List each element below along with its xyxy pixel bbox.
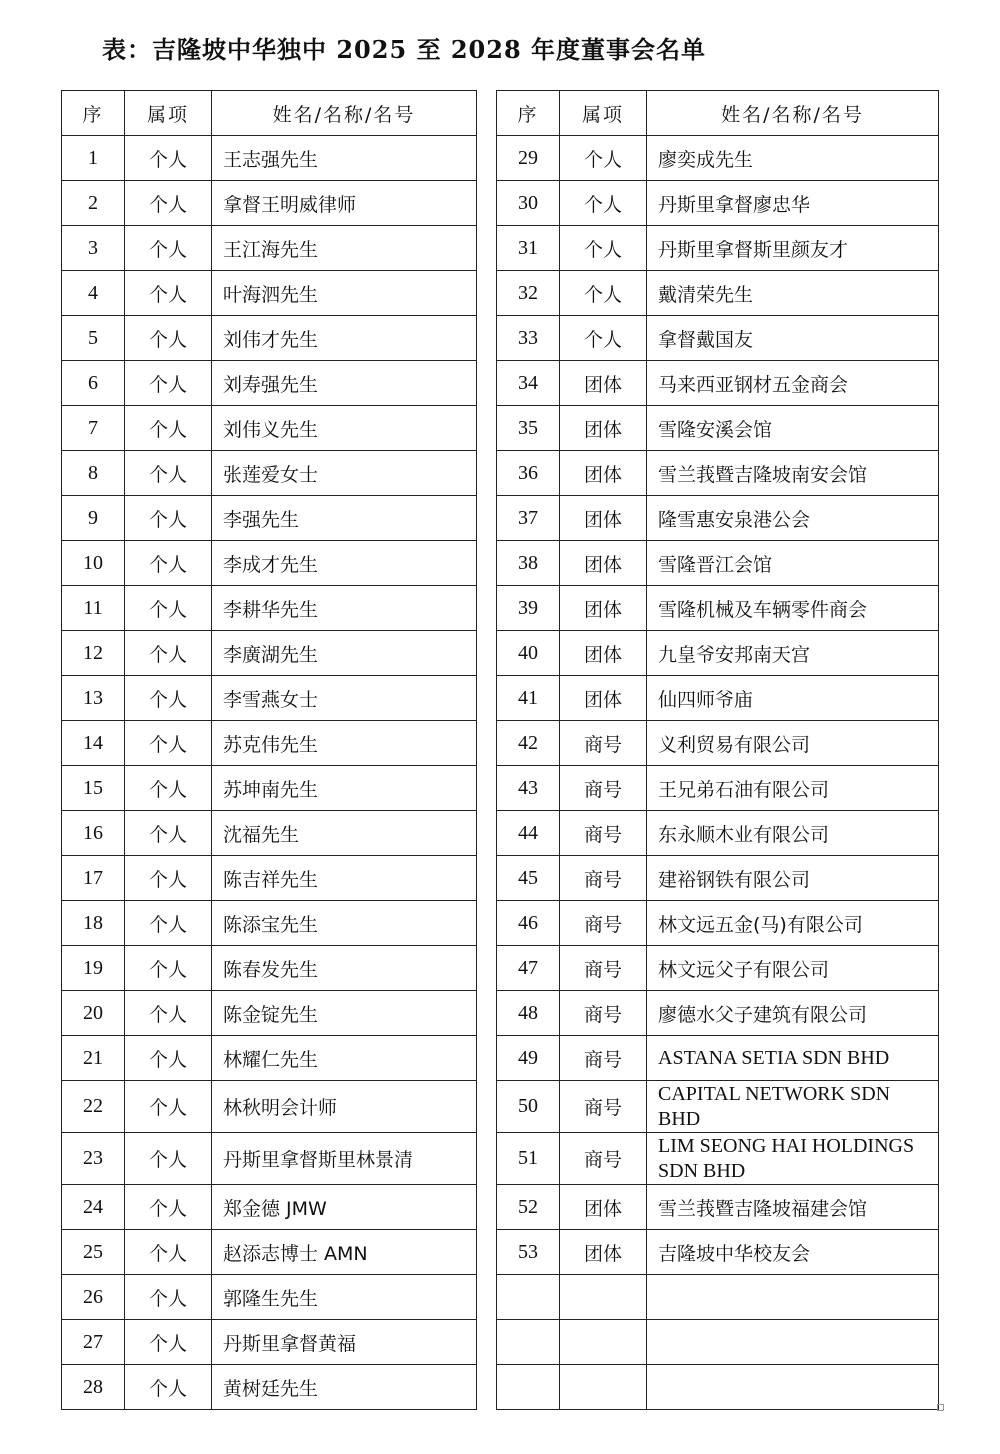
name-cell: 雪兰莪暨吉隆坡南安会馆	[647, 451, 939, 496]
table-row	[62, 496, 477, 541]
name-cell: 义利贸易有限公司	[647, 721, 939, 766]
seq-cell: 4	[62, 271, 125, 316]
category-cell: 个人	[125, 1081, 212, 1133]
name-cell: 郑金德 JMW	[212, 1185, 477, 1230]
category-cell: 团体	[560, 496, 647, 541]
table-row	[497, 1081, 939, 1133]
seq-cell: 50	[497, 1081, 560, 1133]
seq-cell: 46	[497, 901, 560, 946]
seq-cell: 8	[62, 451, 125, 496]
name-cell: 丹斯里拿督斯里颜友才	[647, 226, 939, 271]
category-cell: 个人	[125, 586, 212, 631]
seq-cell: 36	[497, 451, 560, 496]
document-title: 表：吉隆坡中华独中 2025 至 2028 年度董事会名单	[102, 35, 707, 64]
category-cell: 个人	[125, 361, 212, 406]
name-cell: 张莲爱女士	[212, 451, 477, 496]
name-cell: 隆雪惠安泉港公会	[647, 496, 939, 541]
category-cell: 个人	[125, 1185, 212, 1230]
header-seq: 序	[497, 91, 560, 136]
seq-cell: 5	[62, 316, 125, 361]
table-row	[497, 586, 939, 631]
category-cell: 个人	[125, 1365, 212, 1410]
category-cell: 个人	[560, 316, 647, 361]
category-cell: 个人	[125, 721, 212, 766]
name-cell: 刘伟才先生	[212, 316, 477, 361]
table-row	[62, 586, 477, 631]
seq-cell: 45	[497, 856, 560, 901]
category-cell: 个人	[560, 181, 647, 226]
name-cell: 郭隆生先生	[212, 1275, 477, 1320]
category-cell: 商号	[560, 1081, 647, 1133]
seq-cell: 47	[497, 946, 560, 991]
seq-cell: 49	[497, 1036, 560, 1081]
seq-cell: 21	[62, 1036, 125, 1081]
table-row	[497, 1133, 939, 1185]
seq-cell: 33	[497, 316, 560, 361]
name-cell: 陈吉祥先生	[212, 856, 477, 901]
name-cell: 丹斯里拿督廖忠华	[647, 181, 939, 226]
seq-cell: 32	[497, 271, 560, 316]
category-cell: 商号	[560, 1036, 647, 1081]
seq-cell: 52	[497, 1185, 560, 1230]
category-cell: 个人	[125, 766, 212, 811]
category-cell: 商号	[560, 766, 647, 811]
table-row	[497, 676, 939, 721]
table-row	[497, 541, 939, 586]
table-row	[62, 541, 477, 586]
table-row	[497, 766, 939, 811]
name-cell: ASTANA SETIA SDN BHD	[647, 1036, 939, 1081]
seq-cell	[497, 1320, 560, 1365]
name-cell: 拿督王明威律师	[212, 181, 477, 226]
table-row	[497, 361, 939, 406]
table-row	[497, 1230, 939, 1275]
table-row	[497, 1320, 939, 1365]
category-cell: 个人	[125, 1133, 212, 1185]
category-cell: 个人	[125, 811, 212, 856]
category-cell: 个人	[125, 406, 212, 451]
name-cell: 九皇爷安邦南天宫	[647, 631, 939, 676]
seq-cell	[497, 1275, 560, 1320]
name-cell: 雪隆机械及车辆零件商会	[647, 586, 939, 631]
name-cell: 仙四师爷庙	[647, 676, 939, 721]
seq-cell: 14	[62, 721, 125, 766]
table-row	[62, 946, 477, 991]
category-cell: 个人	[125, 226, 212, 271]
name-cell: 丹斯里拿督斯里林景清	[212, 1133, 477, 1185]
name-cell: 刘伟义先生	[212, 406, 477, 451]
seq-cell: 31	[497, 226, 560, 271]
table-row	[62, 1275, 477, 1320]
category-cell: 个人	[125, 1230, 212, 1275]
category-cell	[560, 1365, 647, 1410]
table-row	[62, 361, 477, 406]
category-cell: 个人	[125, 136, 212, 181]
seq-cell: 39	[497, 586, 560, 631]
table-row	[497, 136, 939, 181]
name-cell: LIM SEONG HAI HOLDINGS SDN BHD	[647, 1133, 939, 1185]
seq-cell: 38	[497, 541, 560, 586]
category-cell: 个人	[125, 181, 212, 226]
table-row	[62, 631, 477, 676]
table-row	[62, 1365, 477, 1410]
name-cell: 苏克伟先生	[212, 721, 477, 766]
name-cell: 黄树廷先生	[212, 1365, 477, 1410]
seq-cell: 53	[497, 1230, 560, 1275]
name-cell: 王江海先生	[212, 226, 477, 271]
table-row	[62, 1036, 477, 1081]
name-cell: 拿督戴国友	[647, 316, 939, 361]
seq-cell: 51	[497, 1133, 560, 1185]
name-cell: 东永顺木业有限公司	[647, 811, 939, 856]
seq-cell: 29	[497, 136, 560, 181]
seq-cell: 35	[497, 406, 560, 451]
table-row	[497, 946, 939, 991]
table-row	[62, 721, 477, 766]
seq-cell: 18	[62, 901, 125, 946]
name-cell	[647, 1275, 939, 1320]
table-row	[62, 991, 477, 1036]
category-cell: 团体	[560, 406, 647, 451]
header-seq: 序	[62, 91, 125, 136]
name-cell	[647, 1320, 939, 1365]
category-cell: 商号	[560, 856, 647, 901]
seq-cell: 1	[62, 136, 125, 181]
seq-cell: 19	[62, 946, 125, 991]
name-cell: 林秋明会计师	[212, 1081, 477, 1133]
table-row	[497, 451, 939, 496]
name-cell: 陈金锭先生	[212, 991, 477, 1036]
seq-cell: 3	[62, 226, 125, 271]
table-row	[62, 226, 477, 271]
table-row	[62, 901, 477, 946]
seq-cell: 10	[62, 541, 125, 586]
header-name: 姓名/名称/名号	[212, 91, 477, 136]
corner-mark	[937, 1404, 944, 1411]
category-cell: 个人	[125, 856, 212, 901]
table-row	[62, 1320, 477, 1365]
name-cell: 苏坤南先生	[212, 766, 477, 811]
table-row	[497, 496, 939, 541]
name-cell: 林耀仁先生	[212, 1036, 477, 1081]
table-row	[62, 1230, 477, 1275]
name-cell: 李雪燕女士	[212, 676, 477, 721]
name-cell: 雪隆晋江会馆	[647, 541, 939, 586]
category-cell: 个人	[125, 901, 212, 946]
table-row	[497, 856, 939, 901]
seq-cell: 30	[497, 181, 560, 226]
seq-cell: 43	[497, 766, 560, 811]
category-cell: 个人	[125, 676, 212, 721]
header-name: 姓名/名称/名号	[647, 91, 939, 136]
category-cell: 个人	[125, 946, 212, 991]
table-row	[497, 1185, 939, 1230]
category-cell: 团体	[560, 676, 647, 721]
header-category: 属项	[125, 91, 212, 136]
category-cell: 个人	[125, 451, 212, 496]
name-cell: 陈添宝先生	[212, 901, 477, 946]
category-cell: 团体	[560, 451, 647, 496]
seq-cell: 37	[497, 496, 560, 541]
table-row	[62, 1133, 477, 1185]
seq-cell: 16	[62, 811, 125, 856]
category-cell: 个人	[125, 271, 212, 316]
table-row	[497, 721, 939, 766]
category-cell: 个人	[125, 316, 212, 361]
seq-cell: 23	[62, 1133, 125, 1185]
category-cell: 个人	[560, 136, 647, 181]
table-row	[497, 811, 939, 856]
seq-cell: 28	[62, 1365, 125, 1410]
category-cell: 个人	[125, 1036, 212, 1081]
seq-cell: 11	[62, 586, 125, 631]
category-cell: 商号	[560, 901, 647, 946]
name-cell: 林文远五金(马)有限公司	[647, 901, 939, 946]
table-row	[62, 676, 477, 721]
table-row	[62, 136, 477, 181]
table-row	[497, 1365, 939, 1410]
table-row	[497, 406, 939, 451]
category-cell: 个人	[125, 1275, 212, 1320]
seq-cell: 22	[62, 1081, 125, 1133]
name-cell: 廖德水父子建筑有限公司	[647, 991, 939, 1036]
board-table-right	[496, 90, 939, 1410]
seq-cell: 13	[62, 676, 125, 721]
seq-cell: 25	[62, 1230, 125, 1275]
name-cell: 李耕华先生	[212, 586, 477, 631]
seq-cell	[497, 1365, 560, 1410]
seq-cell: 42	[497, 721, 560, 766]
name-cell: 王兄弟石油有限公司	[647, 766, 939, 811]
header-category: 属项	[560, 91, 647, 136]
name-cell: 赵添志博士 AMN	[212, 1230, 477, 1275]
table-row	[62, 181, 477, 226]
name-cell: 李成才先生	[212, 541, 477, 586]
seq-cell: 34	[497, 361, 560, 406]
table-row	[62, 1185, 477, 1230]
seq-cell: 48	[497, 991, 560, 1036]
name-cell: 王志强先生	[212, 136, 477, 181]
table-row	[62, 811, 477, 856]
seq-cell: 17	[62, 856, 125, 901]
table-row	[62, 316, 477, 361]
category-cell: 个人	[125, 631, 212, 676]
name-cell: 吉隆坡中华校友会	[647, 1230, 939, 1275]
name-cell: 李廣湖先生	[212, 631, 477, 676]
category-cell: 个人	[125, 496, 212, 541]
seq-cell: 9	[62, 496, 125, 541]
category-cell: 商号	[560, 991, 647, 1036]
name-cell: 林文远父子有限公司	[647, 946, 939, 991]
name-cell	[647, 1365, 939, 1410]
category-cell: 个人	[125, 1320, 212, 1365]
category-cell: 团体	[560, 541, 647, 586]
table-row	[497, 1036, 939, 1081]
name-cell: 马来西亚钢材五金商会	[647, 361, 939, 406]
table-row	[62, 856, 477, 901]
seq-cell: 24	[62, 1185, 125, 1230]
name-cell: 叶海泗先生	[212, 271, 477, 316]
name-cell: CAPITAL NETWORK SDN BHD	[647, 1081, 939, 1133]
category-cell: 团体	[560, 631, 647, 676]
table-row	[62, 766, 477, 811]
category-cell: 团体	[560, 1185, 647, 1230]
table-row	[497, 1275, 939, 1320]
seq-cell: 12	[62, 631, 125, 676]
table-row	[62, 406, 477, 451]
seq-cell: 6	[62, 361, 125, 406]
table-row	[62, 271, 477, 316]
seq-cell: 41	[497, 676, 560, 721]
name-cell: 戴清荣先生	[647, 271, 939, 316]
seq-cell: 15	[62, 766, 125, 811]
board-table-left	[61, 90, 477, 1410]
category-cell	[560, 1320, 647, 1365]
table-row	[497, 316, 939, 361]
category-cell: 团体	[560, 586, 647, 631]
category-cell	[560, 1275, 647, 1320]
seq-cell: 26	[62, 1275, 125, 1320]
table-row	[497, 181, 939, 226]
name-cell: 沈福先生	[212, 811, 477, 856]
name-cell: 建裕钢铁有限公司	[647, 856, 939, 901]
category-cell: 商号	[560, 721, 647, 766]
name-cell: 李强先生	[212, 496, 477, 541]
table-row	[497, 901, 939, 946]
table-row	[497, 991, 939, 1036]
category-cell: 个人	[560, 226, 647, 271]
name-cell: 刘寿强先生	[212, 361, 477, 406]
name-cell: 廖奕成先生	[647, 136, 939, 181]
category-cell: 商号	[560, 811, 647, 856]
seq-cell: 27	[62, 1320, 125, 1365]
name-cell: 丹斯里拿督黄福	[212, 1320, 477, 1365]
category-cell: 团体	[560, 361, 647, 406]
seq-cell: 40	[497, 631, 560, 676]
category-cell: 商号	[560, 946, 647, 991]
table-row	[497, 226, 939, 271]
name-cell: 陈春发先生	[212, 946, 477, 991]
category-cell: 商号	[560, 1133, 647, 1185]
seq-cell: 20	[62, 991, 125, 1036]
category-cell: 团体	[560, 1230, 647, 1275]
table-row	[62, 1081, 477, 1133]
seq-cell: 7	[62, 406, 125, 451]
seq-cell: 2	[62, 181, 125, 226]
category-cell: 个人	[125, 991, 212, 1036]
name-cell: 雪隆安溪会馆	[647, 406, 939, 451]
name-cell: 雪兰莪暨吉隆坡福建会馆	[647, 1185, 939, 1230]
category-cell: 个人	[125, 541, 212, 586]
category-cell: 个人	[560, 271, 647, 316]
table-row	[62, 451, 477, 496]
seq-cell: 44	[497, 811, 560, 856]
table-row	[497, 631, 939, 676]
table-row	[497, 271, 939, 316]
